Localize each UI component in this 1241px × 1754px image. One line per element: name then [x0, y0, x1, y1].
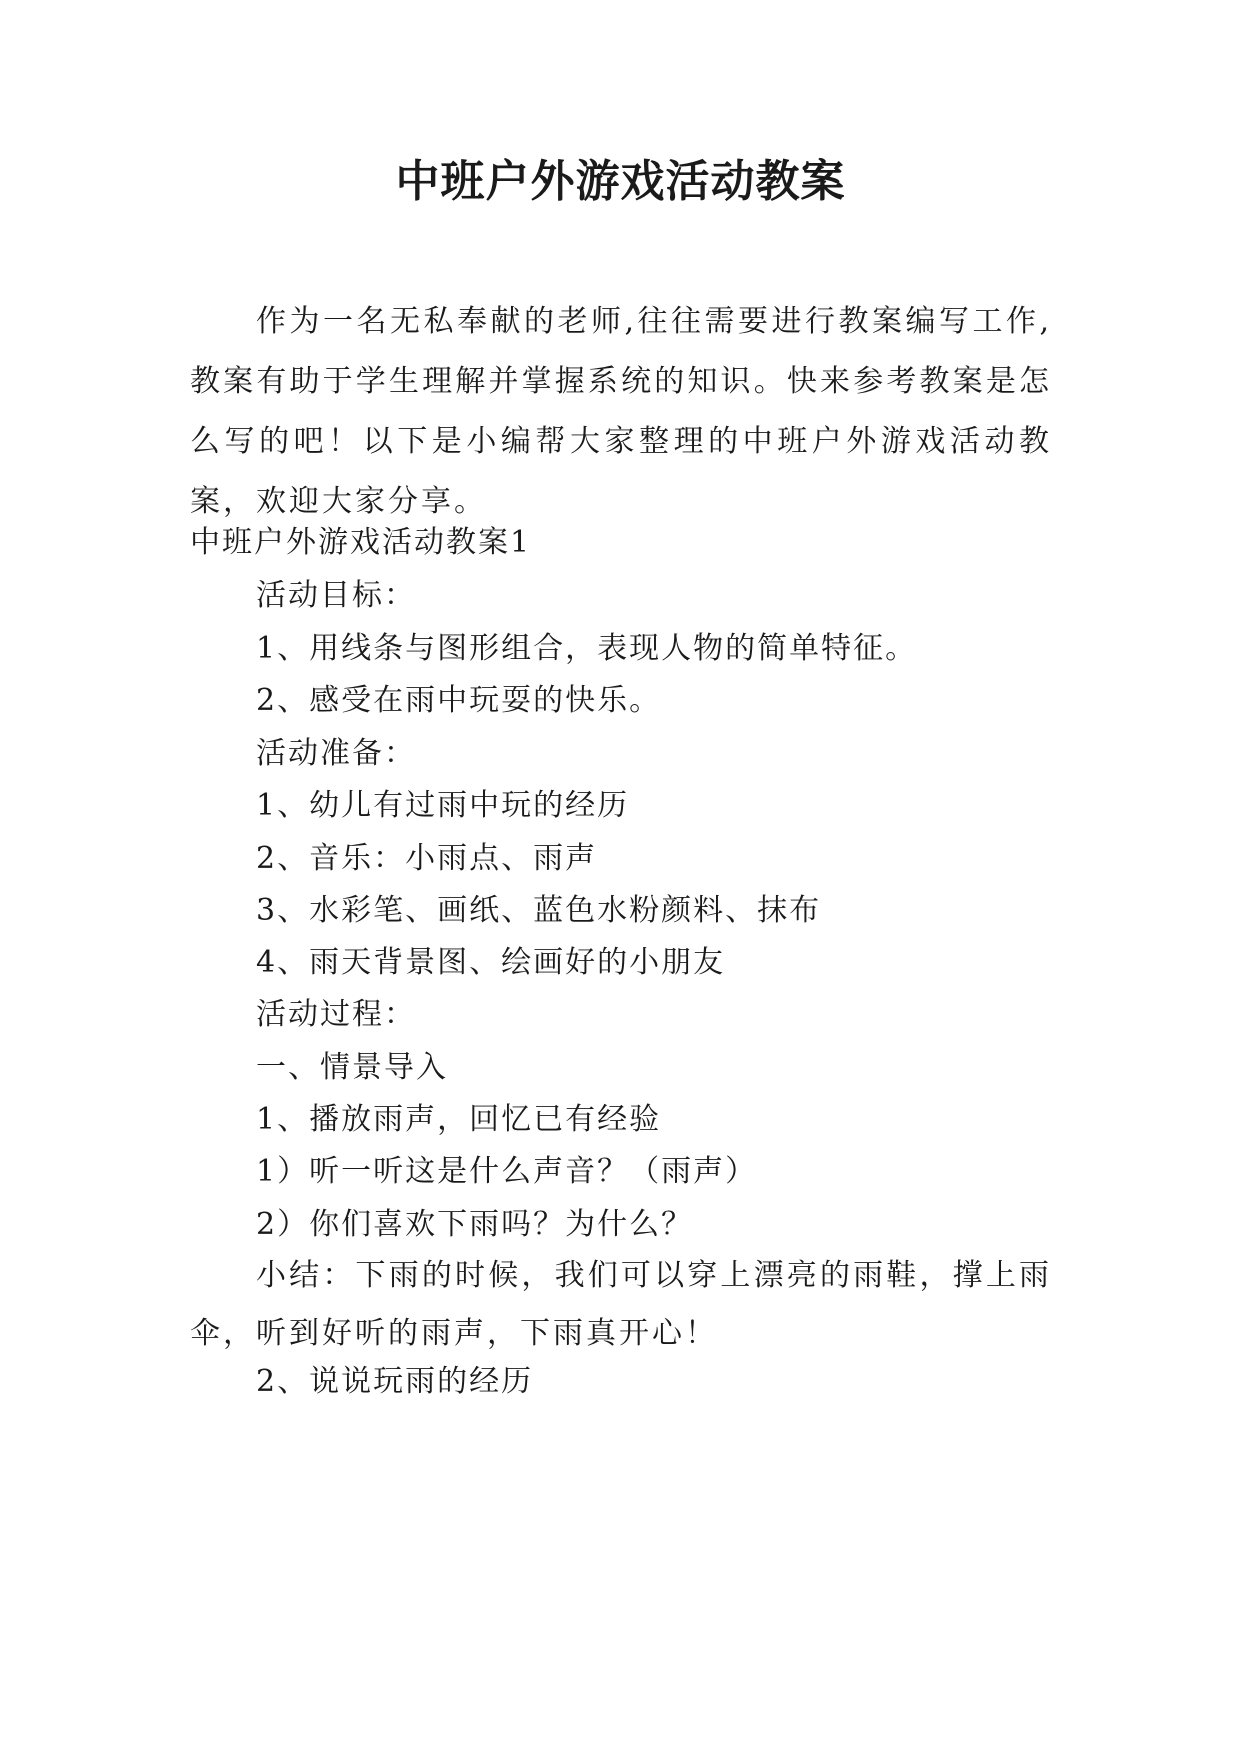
process-heading: 活动过程： — [256, 997, 416, 1032]
prep-item: 1、幼儿有过雨中玩的经历 — [256, 788, 630, 823]
process-item: 1）听一听这是什么声音？（雨声） — [256, 1154, 758, 1189]
prep-heading: 活动准备： — [256, 736, 416, 771]
page-title: 中班户外游戏活动教案 — [395, 156, 846, 207]
summary-paragraph: 小结：下雨的时候，我们可以穿上漂亮的雨鞋，撑上雨伞，听到好听的雨声，下雨真开心！ — [190, 1258, 1052, 1351]
prep-item: 2、音乐：小雨点、雨声 — [256, 841, 598, 876]
goal-item: 2、感受在雨中玩耍的快乐。 — [256, 683, 662, 718]
goals-heading: 活动目标： — [256, 578, 416, 613]
prep-item: 3、水彩笔、画纸、蓝色水粉颜料、抹布 — [256, 893, 822, 928]
intro-paragraph: 作为一名无私奉献的老师,往往需要进行教案编写工作,教案有助于学生理解并掌握系统的知识。快来参考教案是怎么写的吧！以下是小编帮大家整理的中班户外游戏活动教案，欢迎大家分享。 — [190, 304, 1052, 519]
section-heading: 中班户外游戏活动教案1 — [190, 525, 532, 560]
process-item: 1、播放雨声，回忆已有经验 — [256, 1102, 662, 1137]
process-item: 一、情景导入 — [256, 1050, 448, 1085]
goal-item: 1、用线条与图形组合，表现人物的简单特征。 — [256, 631, 918, 666]
process-item: 2、说说玩雨的经历 — [256, 1364, 534, 1399]
process-item: 2）你们喜欢下雨吗？为什么？ — [256, 1207, 694, 1242]
prep-item: 4、雨天背景图、绘画好的小朋友 — [256, 945, 726, 980]
